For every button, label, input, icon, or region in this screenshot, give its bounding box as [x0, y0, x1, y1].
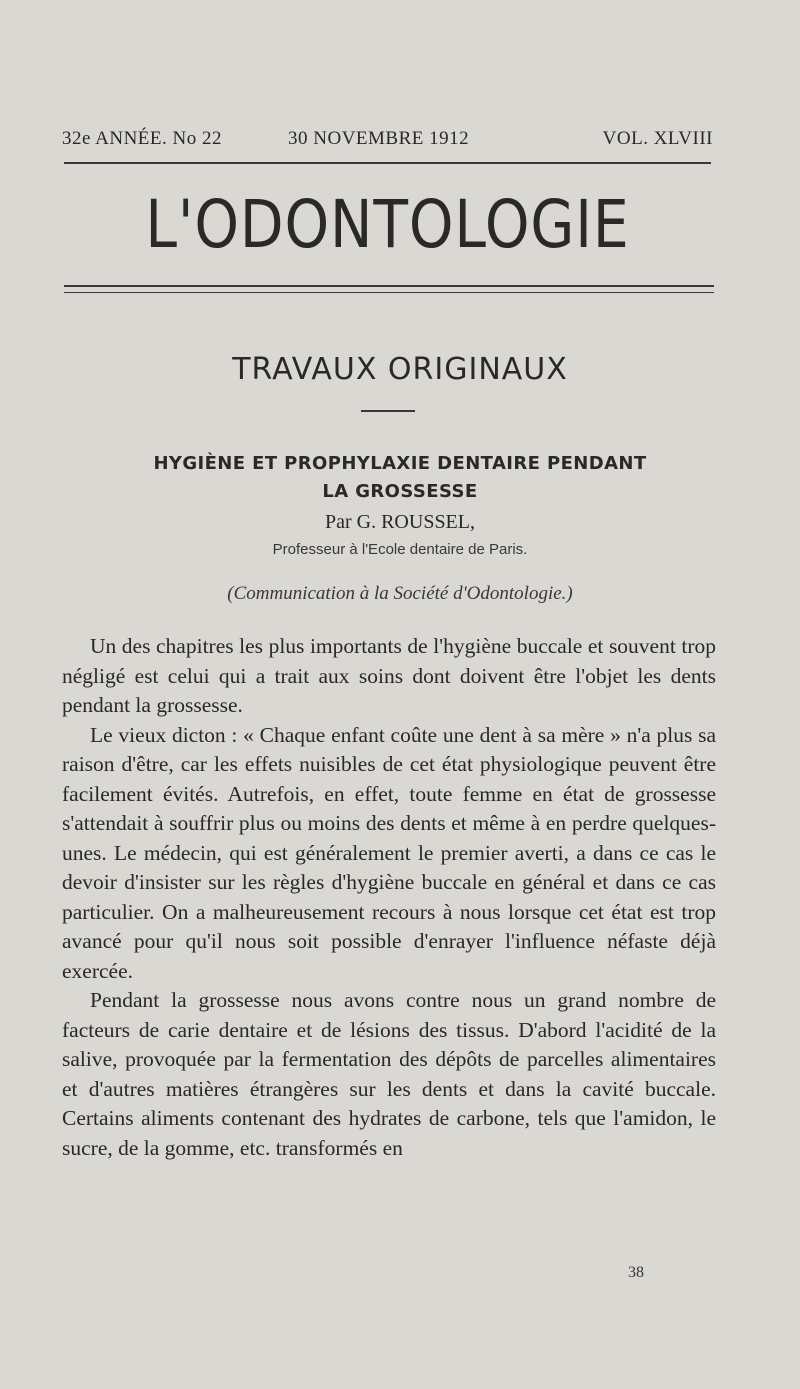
author-affiliation: Professeur à l'Ecole dentaire de Paris. — [272, 541, 528, 558]
volume-number: VOL. XLVIII — [602, 128, 713, 149]
author-byline: Par G. ROUSSEL, — [324, 511, 475, 533]
masthead-rule-thin — [64, 292, 714, 293]
masthead-rule-thick — [64, 285, 714, 287]
article-body — [62, 632, 716, 1163]
paragraph-1: Un des chapitres les plus importants de l'hygiène buccale et souvent trop négligé est celui qui a trait aux soins dont doivent être l'objet les dents pendant la grossesse. — [62, 634, 716, 717]
issue-date: 30 NOVEMBRE 1912 — [288, 128, 470, 149]
issue-number: 32e ANNÉE. No 22 — [62, 128, 222, 149]
paragraph-3: Pendant la grossesse nous avons contre nous un grand nombre de facteurs de carie dentaire et de lésions des tissus. D'abord l'acidité de la salive, provoquée par la fermentation des dépôts de parcelles alimentaires et d'autres matières étrangères sur les dents et dans la cavité buccale. Certains aliments contenant des hydrates de carbone, tels que l'amidon, le sucre, de la gomme, etc. transformés en — [62, 988, 716, 1160]
header-rule — [64, 162, 711, 164]
communication-note: (Communication à la Société d'Odontologie.) — [227, 583, 573, 604]
section-divider — [361, 410, 415, 412]
section-title: TRAVAUX ORIGINAUX — [232, 352, 568, 387]
page-number: 38 — [628, 1264, 644, 1281]
paragraph-2: Le vieux dicton : « Chaque enfant coûte une dent à sa mère » n'a plus sa raison d'être, car les effets nuisibles de cet état physiologique peuvent être facilement évités. Autrefois, en effet, toute femme en état de grossesse s'attendait à souffrir plus ou moins des dents et même à en perdre quelques-unes. Le médecin, qui est généralement le premier averti, a dans ce cas le devoir d'insister sur les règles d'hygiène buccale en général et dans ce cas particulier. On a malheureusement recours à nous lorsque cet état est trop avancé pour qu'il nous soit possible d'enrayer l'influence néfaste déjà exercée. — [62, 722, 716, 983]
running-header — [62, 128, 713, 156]
article-title-line-2: LA GROSSESSE — [322, 481, 478, 502]
article-title — [60, 450, 740, 506]
journal-masthead: L'ODONTOLOGIE — [145, 186, 630, 263]
article-title-line-1: HYGIÈNE ET PROPHYLAXIE DENTAIRE PENDANT — [153, 453, 647, 474]
